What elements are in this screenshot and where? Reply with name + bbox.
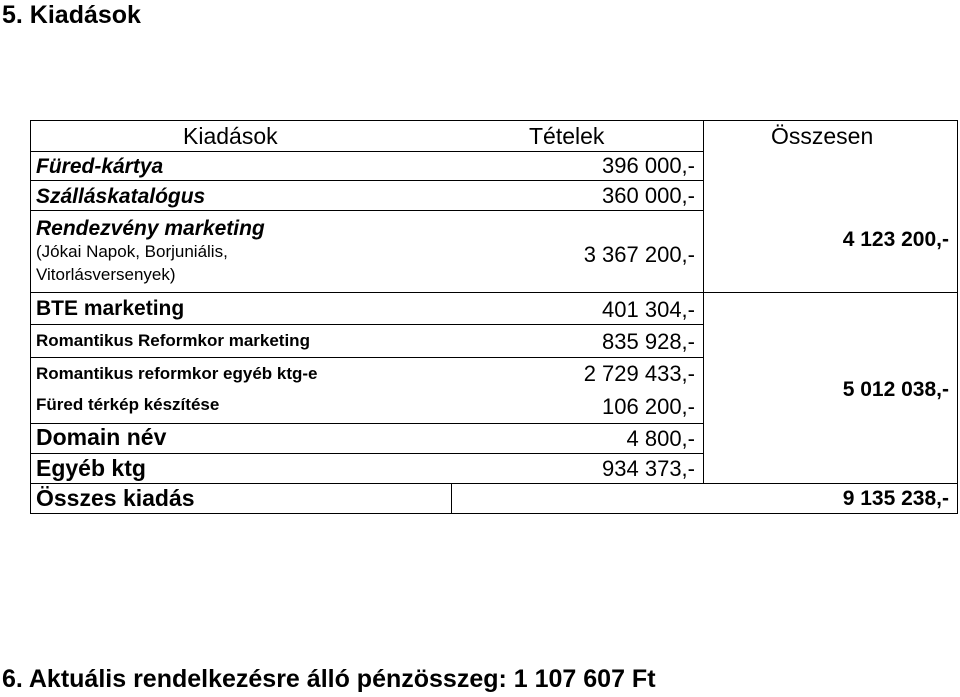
row-value: 396 000,- (602, 153, 695, 178)
header-total: Összesen (771, 123, 874, 149)
row-value: 360 000,- (602, 183, 695, 208)
row-divider (31, 324, 703, 325)
header-expenses: Kiadások (183, 123, 278, 149)
row-label: Füred térkép készítése (36, 395, 220, 414)
subtotal-value: 4 123 200,- (842, 228, 949, 251)
row-value: 2 729 433,- (583, 361, 695, 386)
section-6-title: 6. Aktuális rendelkezésre álló pénzösszeg: 1 107 607 Ft (2, 665, 656, 693)
row-divider (31, 151, 703, 152)
subtotal-value: 5 012 038,- (842, 378, 949, 401)
row-label: Egyéb ktg (36, 455, 146, 481)
row-value: 401 304,- (602, 297, 695, 322)
row-divider (31, 180, 703, 181)
row-label: Szálláskatalógus (36, 185, 206, 208)
expenses-table (30, 120, 958, 514)
row-label: Füred-kártya (36, 155, 164, 178)
row-label: Romantikus reformkor egyéb ktg-e (36, 364, 318, 383)
header-items: Tételek (529, 123, 605, 149)
row-value: 3 367 200,- (583, 242, 695, 267)
total-row-divider (451, 483, 452, 513)
row-sublabel: (Jókai Napok, Borjuniális, (36, 242, 228, 261)
column-divider-items (703, 121, 704, 483)
row-sublabel: Vitorlásversenyek) (36, 265, 176, 284)
total-label: Összes kiadás (36, 485, 195, 511)
total-value: 9 135 238,- (842, 487, 949, 510)
section-5-title: 5. Kiadások (2, 1, 141, 29)
row-label: Domain név (36, 424, 167, 450)
row-divider (31, 292, 957, 293)
row-label: Romantikus Reformkor marketing (36, 331, 310, 350)
row-value: 934 373,- (602, 456, 695, 481)
row-divider (31, 357, 703, 358)
row-divider (31, 210, 703, 211)
row-value: 4 800,- (626, 426, 695, 451)
row-value: 106 200,- (602, 394, 695, 419)
row-value: 835 928,- (602, 329, 695, 354)
row-label: BTE marketing (36, 297, 185, 320)
row-label: Rendezvény marketing (36, 217, 265, 240)
